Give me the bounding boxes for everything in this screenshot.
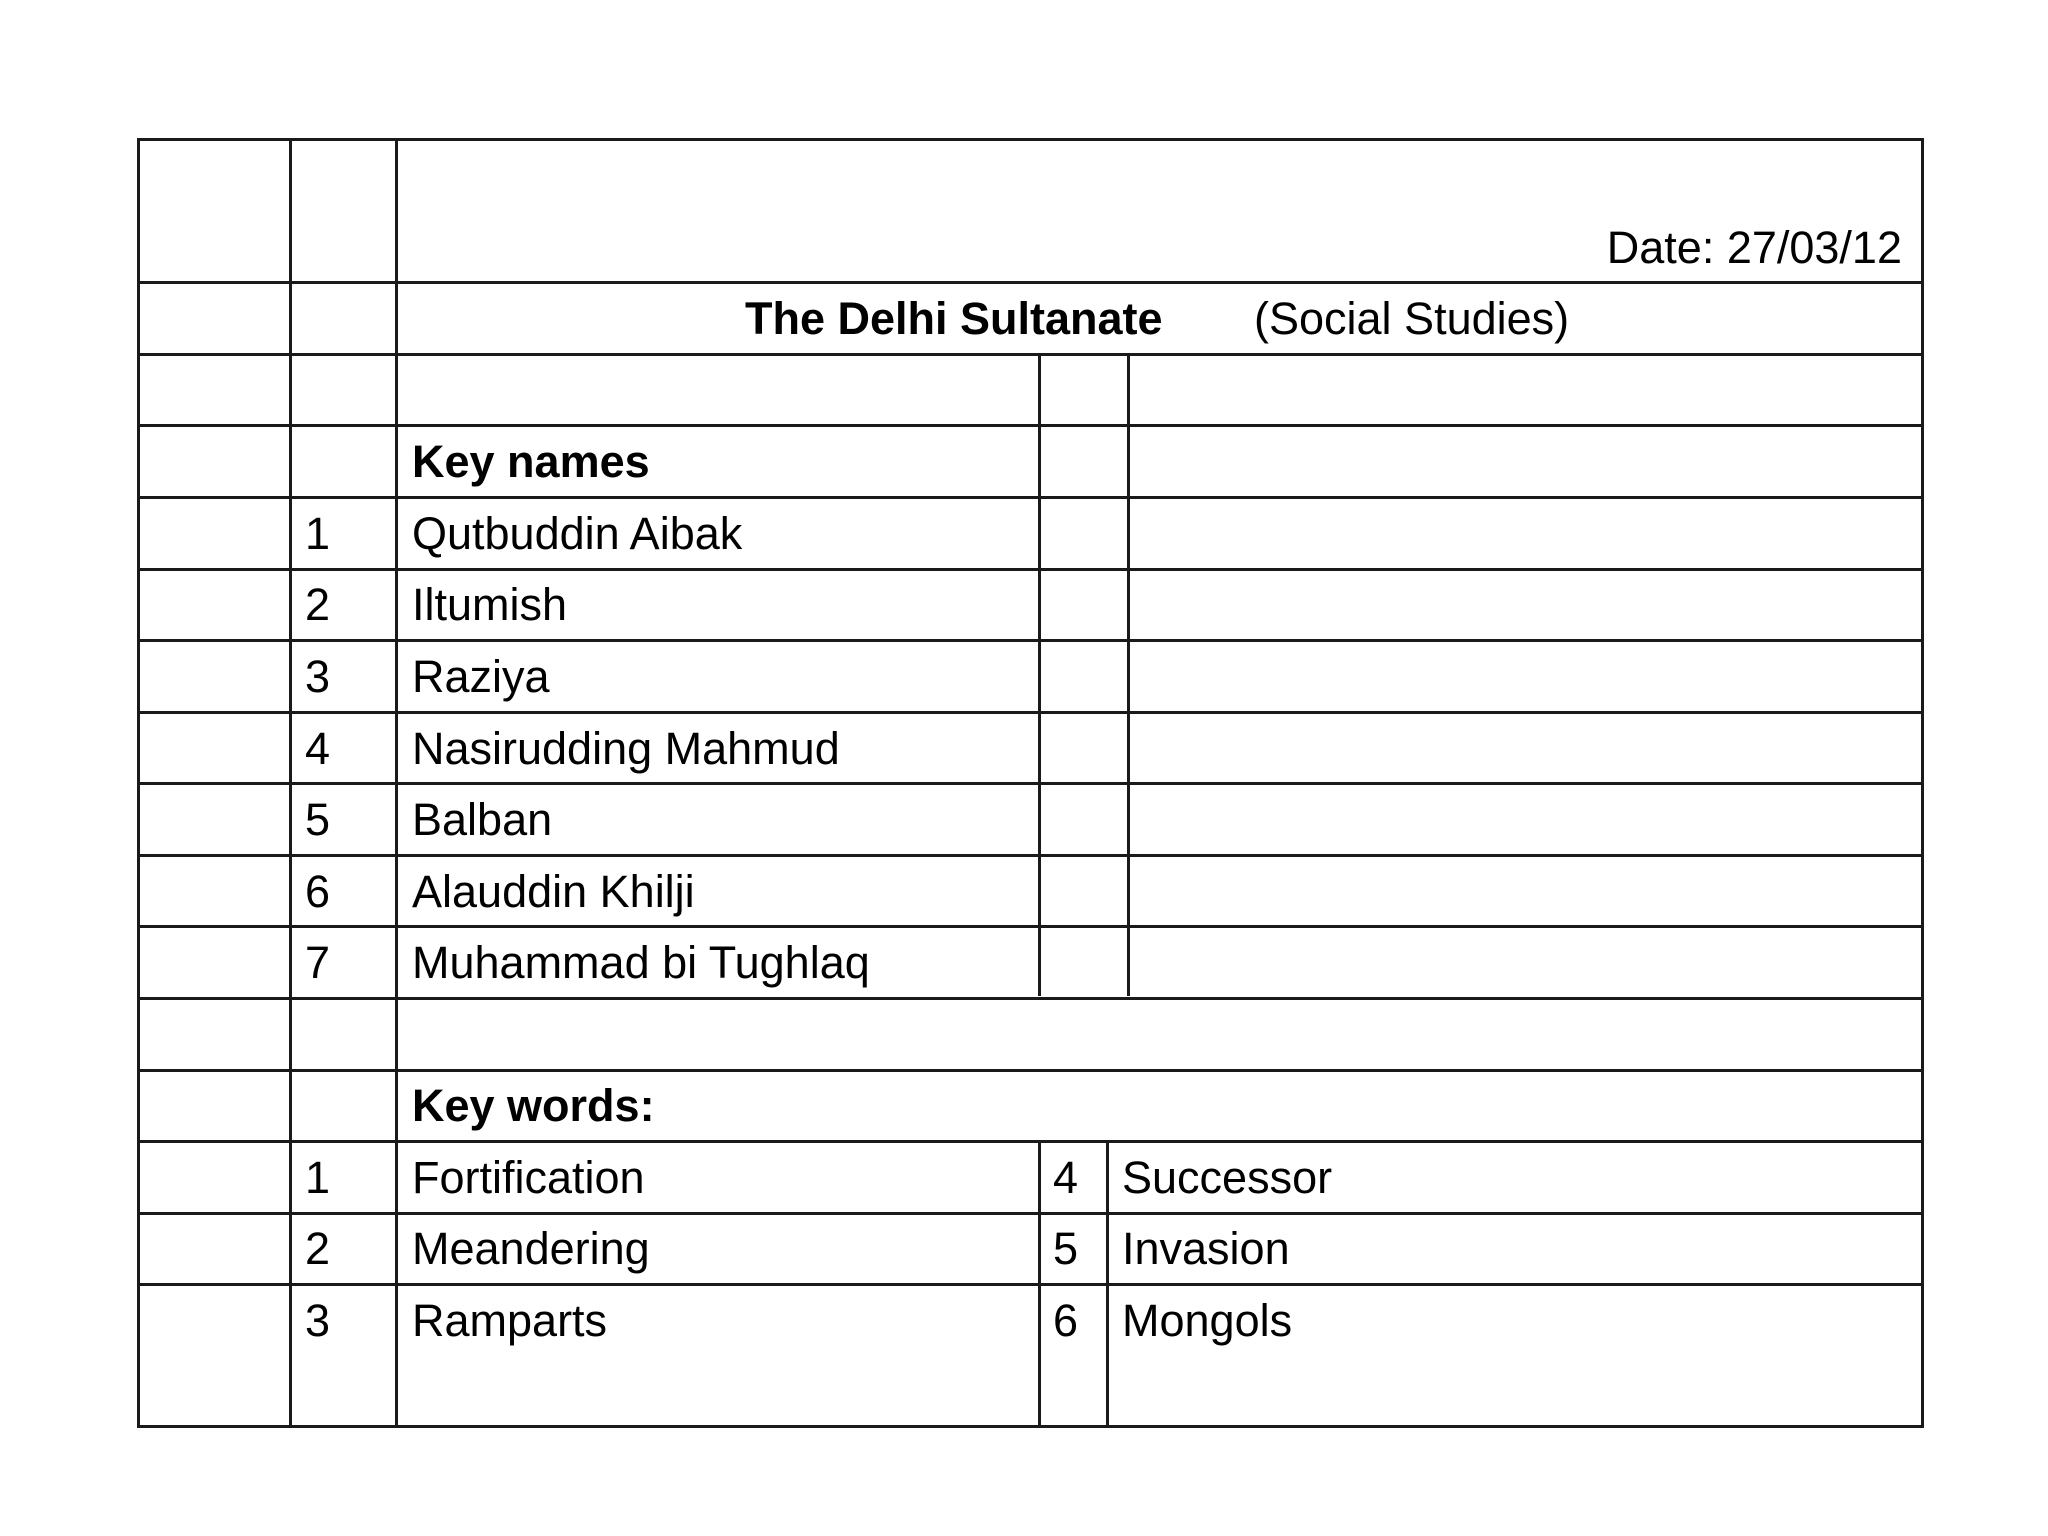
list-item-number: 1 [305, 1152, 331, 1203]
rule [137, 782, 1924, 785]
list-item: Successor [1122, 1152, 1333, 1203]
list-item: Raziya [412, 651, 550, 702]
rule [137, 639, 1924, 642]
list-item: Iltumish [412, 579, 568, 630]
list-item: Ramparts [412, 1295, 608, 1346]
rule-bottom [137, 1425, 1924, 1428]
key-names-heading: Key names [412, 436, 650, 487]
rule [137, 854, 1924, 857]
subject-label: (Social Studies) [1254, 293, 1570, 344]
list-item-number: 4 [305, 723, 331, 774]
rule [1038, 353, 1041, 996]
list-item-number: 4 [1053, 1152, 1079, 1203]
list-item: Muhammad bi Tughlaq [412, 937, 870, 988]
rule-left [137, 138, 140, 1428]
list-item-number: 2 [305, 579, 331, 630]
list-item: Fortification [412, 1152, 645, 1203]
list-item: Nasirudding Mahmud [412, 723, 840, 774]
list-item: Qutbuddin Aibak [412, 508, 743, 559]
rule [137, 424, 1924, 427]
rule [395, 138, 398, 1428]
list-item-number: 7 [305, 937, 331, 988]
list-item-number: 5 [305, 794, 331, 845]
rule [137, 1283, 1924, 1286]
rule [137, 353, 1924, 356]
date-label: Date: 27/03/12 [1606, 222, 1902, 273]
rule [289, 138, 292, 1428]
rule [137, 997, 1924, 1000]
rule [1038, 1140, 1041, 1428]
rule [137, 1140, 1924, 1143]
key-words-heading: Key words: [412, 1080, 655, 1131]
rule [1127, 353, 1130, 996]
rule-top [137, 138, 1924, 141]
list-item-number: 5 [1053, 1223, 1079, 1274]
list-item-number: 1 [305, 508, 331, 559]
list-item: Mongols [1122, 1295, 1293, 1346]
rule [137, 568, 1924, 571]
list-item-number: 6 [1053, 1295, 1079, 1346]
list-item: Meandering [412, 1223, 650, 1274]
list-item-number: 3 [305, 1295, 331, 1346]
list-item-number: 3 [305, 651, 331, 702]
list-item: Alauddin Khilji [412, 866, 695, 917]
rule [137, 281, 1924, 284]
list-item: Balban [412, 794, 553, 845]
rule [137, 1069, 1924, 1072]
rule [137, 496, 1924, 499]
rule [137, 711, 1924, 714]
rule [137, 925, 1924, 928]
list-item-number: 6 [305, 866, 331, 917]
rule [1106, 1140, 1109, 1428]
rule-right [1921, 138, 1924, 1428]
page-title: The Delhi Sultanate [745, 293, 1163, 344]
list-item: Invasion [1122, 1223, 1290, 1274]
rule [137, 1212, 1924, 1215]
list-item-number: 2 [305, 1223, 331, 1274]
